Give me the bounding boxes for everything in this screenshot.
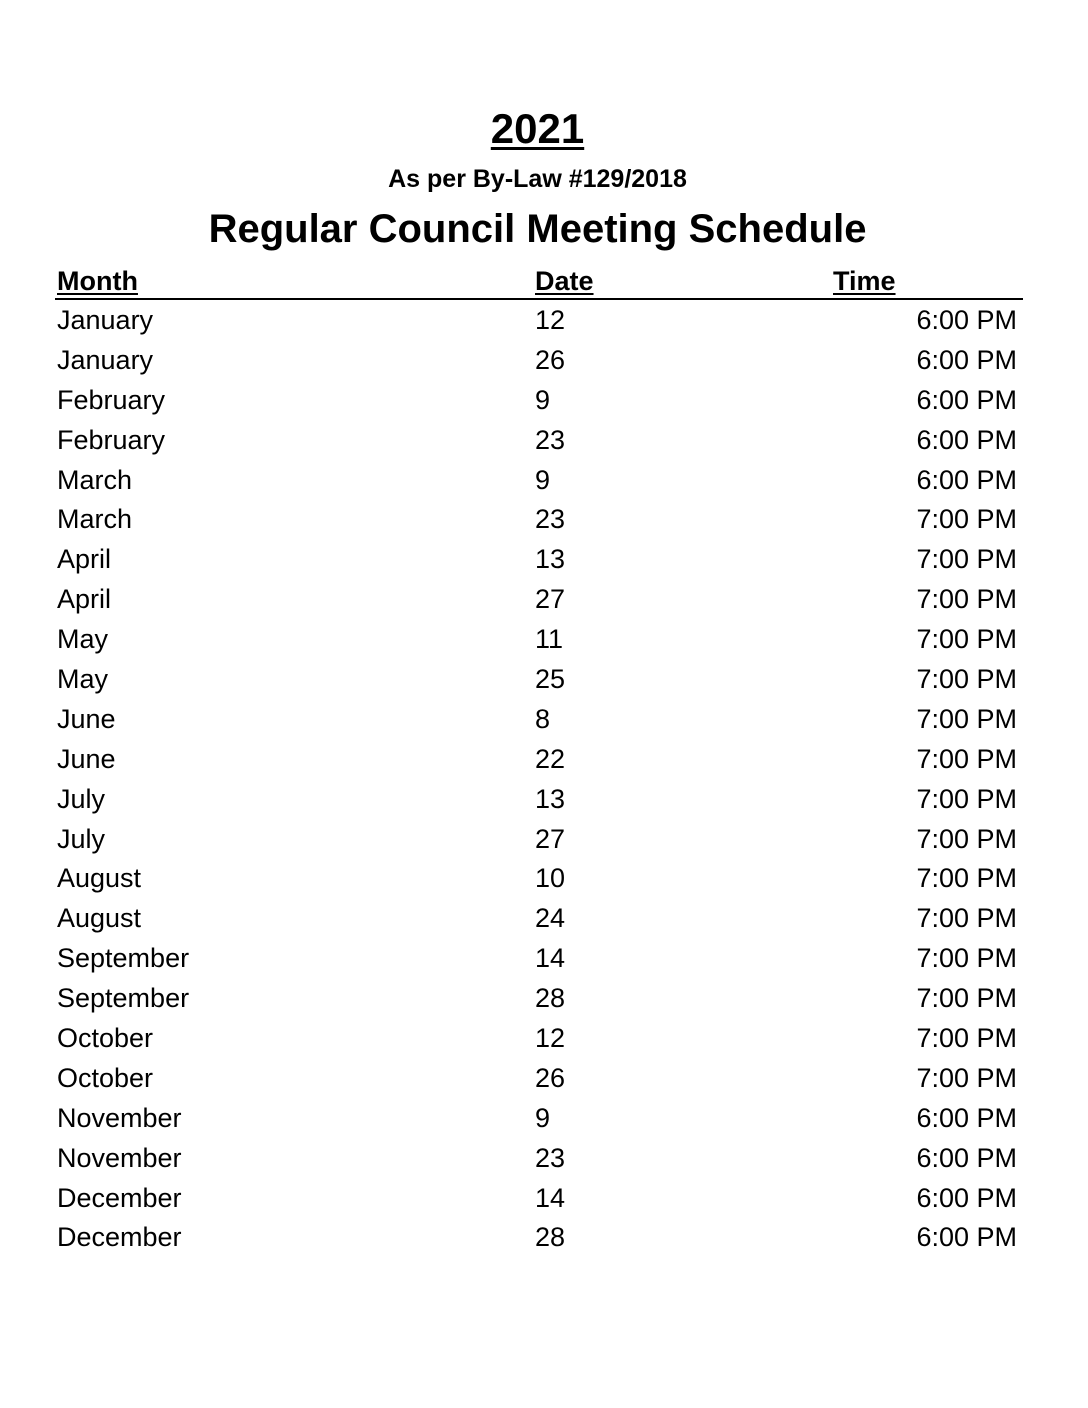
date-cell: 23 (535, 504, 566, 535)
month-cell: October (57, 1023, 154, 1054)
date-cell: 28 (535, 1222, 566, 1253)
bylaw-reference: As per By-Law #129/2018 (388, 165, 687, 193)
time-cell: 6:00 PM (916, 1182, 1017, 1213)
time-cell: 7:00 PM (916, 664, 1017, 695)
time-cell: 7:00 PM (916, 783, 1017, 814)
table-row (55, 1178, 1023, 1218)
time-cell: 7:00 PM (916, 823, 1017, 854)
table-row (55, 1018, 1023, 1058)
month-cell: July (57, 823, 106, 854)
date-cell: 13 (535, 544, 566, 575)
table-row (55, 380, 1023, 420)
page-title: Regular Council Meeting Schedule (208, 207, 867, 251)
time-cell: 7:00 PM (916, 624, 1017, 655)
month-cell: February (57, 424, 166, 455)
table-row (55, 340, 1023, 380)
table-row (55, 420, 1023, 460)
time-cell: 7:00 PM (916, 743, 1017, 774)
month-cell: January (57, 305, 154, 335)
table-row (55, 460, 1023, 500)
table-row (55, 579, 1023, 619)
date-cell: 26 (535, 344, 566, 375)
month-cell: January (57, 344, 154, 375)
table-row (55, 539, 1023, 579)
table-row (55, 898, 1023, 938)
table-body (55, 300, 1023, 1257)
table-row (55, 819, 1023, 859)
date-cell: 23 (535, 1142, 566, 1173)
time-cell: 7:00 PM (916, 903, 1017, 934)
month-cell: June (57, 743, 116, 774)
month-cell: September (57, 943, 190, 974)
table-row (55, 779, 1023, 819)
month-cell: December (57, 1222, 182, 1253)
date-cell: 9 (535, 464, 551, 495)
table-row (55, 1217, 1023, 1257)
table-row (55, 739, 1023, 779)
month-cell: April (57, 584, 112, 615)
date-cell: 9 (535, 384, 551, 415)
month-cell: September (57, 983, 190, 1014)
month-cell: July (57, 783, 106, 814)
date-cell: 14 (535, 1182, 566, 1213)
month-cell: October (57, 1062, 154, 1093)
column-header-date: Date (535, 266, 594, 296)
time-cell: 6:00 PM (916, 1142, 1017, 1173)
date-cell: 27 (535, 584, 566, 615)
date-cell: 14 (535, 943, 566, 974)
date-cell: 26 (535, 1062, 566, 1093)
column-header-time: Time (833, 266, 896, 296)
table-row (55, 659, 1023, 699)
time-cell: 6:00 PM (916, 1102, 1017, 1133)
time-cell: 7:00 PM (916, 504, 1017, 535)
table-header-row (55, 264, 1023, 300)
table-row (55, 978, 1023, 1018)
date-cell: 10 (535, 863, 566, 894)
table-row (55, 858, 1023, 898)
month-cell: March (57, 504, 133, 535)
time-cell: 6:00 PM (916, 1222, 1017, 1253)
meeting-schedule-table (55, 264, 1023, 1257)
time-cell: 6:00 PM (916, 344, 1017, 375)
column-header-month: Month (57, 266, 138, 296)
time-cell: 7:00 PM (916, 943, 1017, 974)
month-cell: November (57, 1142, 182, 1173)
time-cell: 7:00 PM (916, 1023, 1017, 1054)
date-cell: 24 (535, 903, 566, 934)
month-cell: December (57, 1182, 182, 1213)
month-cell: February (57, 384, 166, 415)
date-cell: 22 (535, 743, 566, 774)
month-cell: November (57, 1102, 182, 1133)
date-cell: 11 (535, 624, 564, 655)
time-cell: 6:00 PM (916, 424, 1017, 455)
date-cell: 13 (535, 783, 566, 814)
time-cell: 7:00 PM (916, 584, 1017, 615)
month-cell: April (57, 544, 112, 575)
table-row (55, 1058, 1023, 1098)
month-cell: May (57, 624, 109, 655)
time-cell: 7:00 PM (916, 544, 1017, 575)
month-cell: August (57, 863, 142, 894)
month-cell: August (57, 903, 142, 934)
time-cell: 7:00 PM (916, 863, 1017, 894)
table-row (55, 300, 1023, 340)
date-cell: 25 (535, 664, 566, 695)
date-cell: 12 (535, 1023, 566, 1054)
table-row (55, 1138, 1023, 1178)
table-row (55, 499, 1023, 539)
date-cell: 12 (535, 305, 566, 335)
table-row (55, 699, 1023, 739)
month-cell: March (57, 464, 133, 495)
date-cell: 28 (535, 983, 566, 1014)
time-cell: 6:00 PM (916, 464, 1017, 495)
document-year: 2021 (490, 105, 585, 152)
date-cell: 27 (535, 823, 566, 854)
time-cell: 7:00 PM (916, 983, 1017, 1014)
time-cell: 6:00 PM (916, 384, 1017, 415)
date-cell: 9 (535, 1102, 551, 1133)
table-row (55, 938, 1023, 978)
time-cell: 6:00 PM (916, 305, 1017, 335)
date-cell: 23 (535, 424, 566, 455)
time-cell: 7:00 PM (916, 703, 1017, 734)
table-row (55, 1098, 1023, 1138)
date-cell: 8 (535, 703, 551, 734)
month-cell: June (57, 703, 116, 734)
table-row (55, 619, 1023, 659)
month-cell: May (57, 664, 109, 695)
time-cell: 7:00 PM (916, 1062, 1017, 1093)
